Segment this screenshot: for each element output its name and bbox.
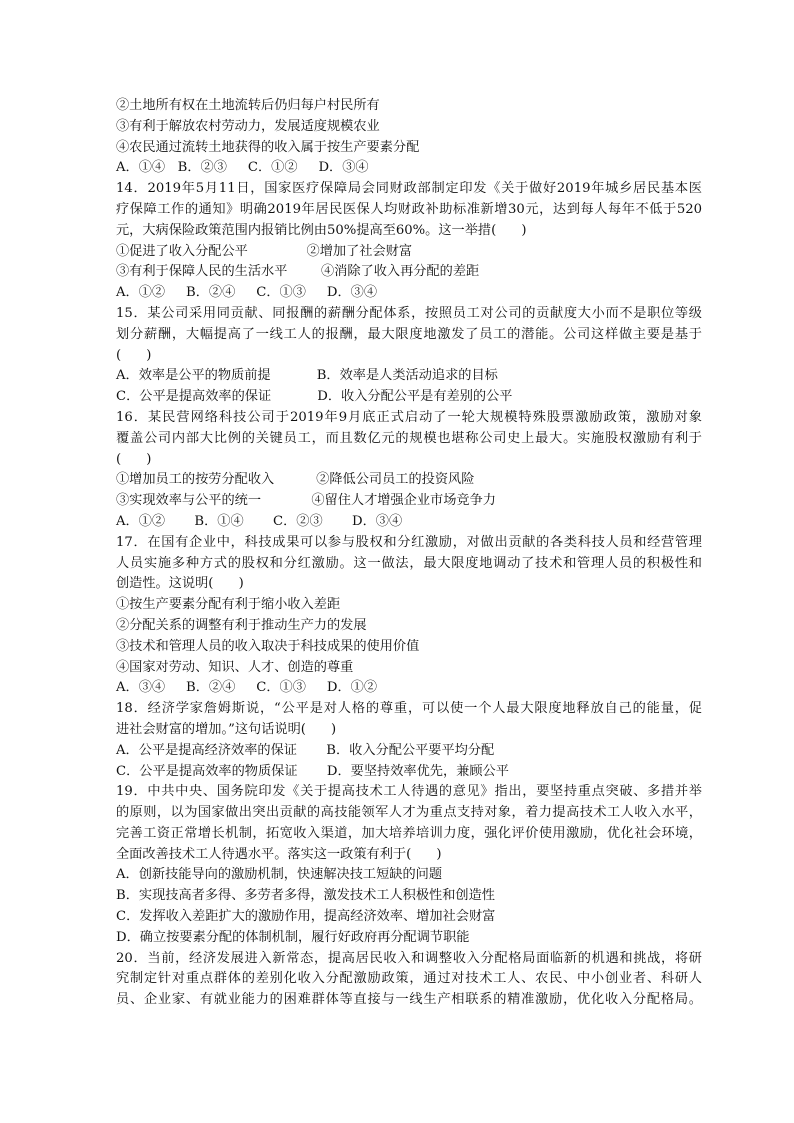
statement-line: ①增加员工的按劳分配收入 ②降低公司员工的投资风险 [116,472,475,488]
question-14-stem: 14．2019年5月11日，国家医疗保障局会同财政部制定印发《关于做好2019年城乡居民基本医 [116,181,702,197]
answer-option-line: A．创新技能导向的激励机制，快速解决技工短缺的问题 [116,867,443,883]
statement-line: ①按生产要素分配有利于缩小收入差距 [116,597,341,613]
statement-line: ④国家对劳动、知识、人才、创造的尊重 [116,659,354,675]
text-line: ②土地所有权在土地流转后仍归每户村民所有 [116,98,380,113]
question-19-stem: 19．中共中央、国务院印发《关于提高技术工人待遇的意见》指出，要坚持重点突破、多措并举 [116,784,702,800]
question-15-stem: ( ) [116,347,152,363]
answer-options: C．公平是提高效率的物质保证 D．要坚持效率优先，兼顾公平 [116,763,509,779]
answer-options: C．公平是提高效率的保证 D．收入分配公平是有差别的公平 [116,389,513,405]
question-19-stem: 的原则，以为国家做出突出贡献的高技能领军人才为重点支持对象，着力提高技术工人收入水平， [116,805,702,821]
question-19-stem: 完善工资正常增长机制，拓宽收入渠道，加大培养培训力度，强化评价使用激励，优化社会环境， [116,825,702,841]
answer-option-line: B．实现技高者多得、多劳者多得，激发技术工人积极性和创造性 [116,888,495,904]
statement-line: ③技术和管理人员的收入取决于科技成果的使用价值 [116,638,420,654]
answer-options: A．③④ B．②④ C．①③ D．①② [116,680,378,696]
question-18-stem: 18．经济学家詹姆斯说，“公平是对人格的尊重，可以使一个人最大限度地释放自己的能量，促 [116,701,702,717]
question-15-stem: 15．某公司采用同贡献、同报酬的薪酬分配体系，按照员工对公司的贡献度大小而不是职位等级 [116,305,702,321]
question-14-stem: 疗保障工作的通知》明确2019年居民医保人均财政补助标准新增30元，达到每人每年不低于520 [116,201,702,217]
question-14-stem: 元，大病保险政策范围内报销比例由50%提高至60%。这一举措( ) [116,222,527,238]
question-17-stem: 人员实施多种方式的股权和分红激励。这一做法，最大限度地调动了技术和管理人员的积极性和 [116,555,702,571]
question-16-stem: 覆盖公司内部大比例的关键员工，而且数亿元的规模也堪称公司史上最大。实施股权激励有利于 [116,430,702,446]
question-text-block [116,96,702,1011]
answer-options: A．①④ B．②③ C．①② D．③④ [116,160,369,176]
answer-options: A．效率是公平的物质前提 B．效率是人类活动追求的目标 [116,368,498,384]
answer-options: A．①② B．②④ C．①③ D．③④ [116,285,378,301]
text-line: ④农民通过流转土地获得的收入属于按生产要素分配 [116,139,420,155]
statement-line: ②分配关系的调整有利于推动生产力的发展 [116,617,367,633]
question-17-stem: 17．在国有企业中，科技成果可以参与股权和分红激励，对做出贡献的各类科技人员和经营管理 [116,534,702,550]
question-19-stem: 全面改善技术工人待遇水平。落实这一政策有利于( ) [116,846,442,862]
question-20-stem: 20．当前，经济发展进入新常态，提高居民收入和调整收入分配格局面临新的机遇和挑战，将研 [116,950,702,966]
question-15-stem: 划分薪酬，大幅提高了一线工人的报酬，最大限度地激发了员工的潜能。公司这样做主要是基于 [116,326,702,342]
answer-options: A．①② B．①④ C．②③ D．③④ [116,513,403,529]
statement-line: ③实现效率与公平的统一 ④留住人才增强企业市场竞争力 [116,493,496,509]
statement-line: ①促进了收入分配公平 ②增加了社会财富 [116,243,413,259]
answer-option-line: C．发挥收入差距扩大的激励作用，提高经济效率、增加社会财富 [116,909,496,925]
question-20-stem: 员、企业家、有就业能力的困难群体等直接与一线生产相联系的精准激励，优化收入分配格局。 [116,992,702,1008]
question-16-stem: ( ) [116,451,152,467]
question-18-stem: 进社会财富的增加。”这句话说明( ) [116,721,337,737]
question-17-stem: 创造性。这说明( ) [116,576,244,592]
question-16-stem: 16．某民营网络科技公司于2019年9月底正式启动了一轮大规模特殊股票激励政策，激励对象 [116,409,702,425]
statement-line: ③有利于保障人民的生活水平 ④消除了收入再分配的差距 [116,264,480,280]
question-20-stem: 究制定针对重点群体的差别化收入分配激励政策，通过对技术工人、农民、中小创业者、科研人 [116,971,702,987]
text-line: ③有利于解放农村劳动力，发展适度规模农业 [116,118,380,134]
answer-options: A．公平是提高经济效率的保证 B．收入分配公平要平均分配 [116,742,495,758]
answer-option-line: D．确立按要素分配的体制机制，履行好政府再分配调节职能 [116,929,470,945]
